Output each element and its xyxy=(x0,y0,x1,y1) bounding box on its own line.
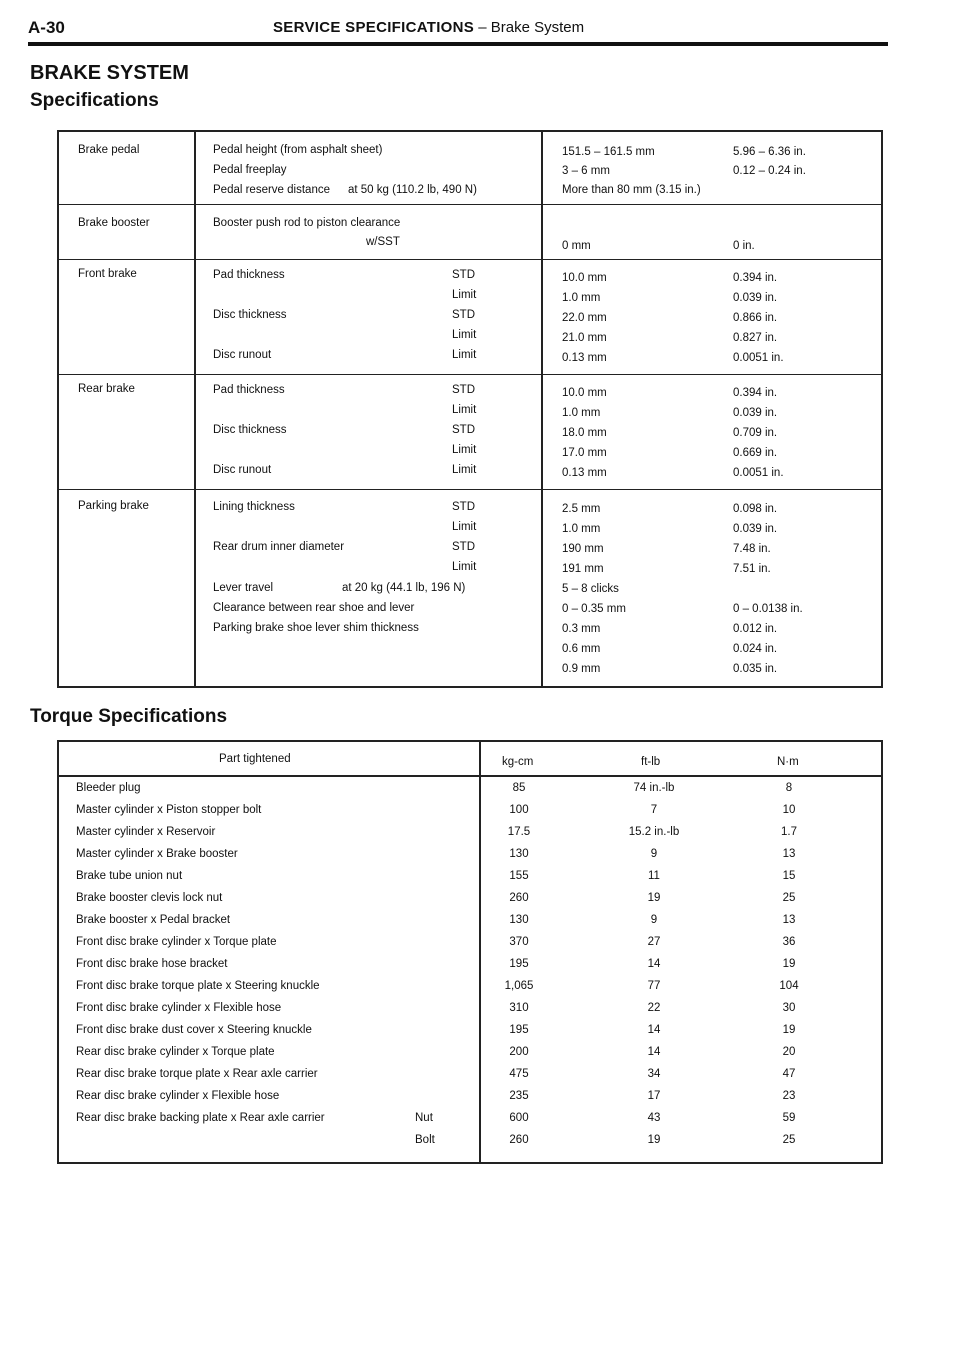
spec-imperial: 0 – 0.0138 in. xyxy=(733,603,803,615)
spec-imperial: 0.024 in. xyxy=(733,643,778,655)
spec-imperial: 0.098 in. xyxy=(733,503,778,515)
torque-ftlb: 11 xyxy=(648,870,660,882)
torque-ftlb: 19 xyxy=(647,1134,661,1146)
torque-part: Front disc brake torque plate x Steering knuckle xyxy=(76,980,320,992)
torque-nm: 30 xyxy=(782,1002,796,1014)
spec-metric: 191 mm xyxy=(562,563,604,575)
torque-nm: 104 xyxy=(779,980,799,992)
spec-condition: STD xyxy=(452,541,475,553)
torque-nm: 59 xyxy=(782,1112,796,1124)
spec-metric: 0.13 mm xyxy=(562,352,607,364)
torque-nm: 13 xyxy=(782,848,796,860)
torque-kgcm: 17.5 xyxy=(507,826,531,838)
torque-kgcm: 1,065 xyxy=(504,980,534,992)
spec-row-front-brake xyxy=(59,259,881,374)
spec-label: Pedal reserve distance xyxy=(213,184,330,196)
torque-part: Bleeder plug xyxy=(76,782,141,794)
spec-imperial: 0.669 in. xyxy=(733,447,778,459)
spec-condition: Limit xyxy=(452,404,477,416)
spec-label: Pad thickness xyxy=(213,384,285,396)
spec-label: Disc thickness xyxy=(213,424,287,436)
torque-part: Master cylinder x Brake booster xyxy=(76,848,238,860)
spec-condition: Limit xyxy=(452,289,477,301)
page-number: A-30 xyxy=(28,18,65,37)
spec-imperial: 0.0051 in. xyxy=(733,352,784,364)
torque-ftlb: 14 xyxy=(647,1046,661,1058)
spec-imperial: 0.039 in. xyxy=(733,292,778,304)
spec-imperial: 0.039 in. xyxy=(733,523,778,535)
spec-row-brake-pedal xyxy=(59,132,881,204)
spec-imperial: 0.035 in. xyxy=(733,663,778,675)
torque-ftlb: 74 in.-lb xyxy=(633,782,675,794)
spec-label: Lining thickness xyxy=(213,501,295,513)
section-label: Parking brake xyxy=(78,500,149,512)
spec-label: Disc runout xyxy=(213,464,272,476)
spec-metric: 21.0 mm xyxy=(562,332,607,344)
spec-imperial: 0.039 in. xyxy=(733,407,778,419)
torque-kgcm: 155 xyxy=(509,870,529,882)
torque-nm: 25 xyxy=(782,892,796,904)
torque-kgcm: 370 xyxy=(509,936,529,948)
spec-condition: Limit xyxy=(452,349,477,361)
torque-nm: 1.7 xyxy=(781,826,797,838)
spec-condition: STD xyxy=(452,269,475,281)
torque-ftlb: 27 xyxy=(647,936,661,948)
torque-note: Bolt xyxy=(415,1134,435,1146)
torque-part: Front disc brake cylinder x Flexible hose xyxy=(76,1002,282,1014)
specifications-table xyxy=(57,130,883,688)
spec-metric: 0.3 mm xyxy=(562,623,601,635)
spec-label: Pedal freeplay xyxy=(213,164,287,176)
torque-kgcm: 130 xyxy=(509,848,529,860)
spec-condition: w/SST xyxy=(366,236,400,248)
spec-metric: 0.6 mm xyxy=(562,643,601,655)
torque-nm: 13 xyxy=(782,914,796,926)
spec-imperial: 0.709 in. xyxy=(733,427,778,439)
torque-nm: 47 xyxy=(782,1068,796,1080)
torque-part: Rear disc brake backing plate x Rear axle carrier xyxy=(76,1112,325,1124)
spec-metric: 0.9 mm xyxy=(562,663,601,675)
running-title xyxy=(273,19,584,36)
torque-ftlb: 9 xyxy=(650,914,658,926)
torque-note: Nut xyxy=(415,1112,433,1124)
spec-condition: STD xyxy=(452,384,475,396)
spec-label: Lever travel xyxy=(213,582,274,594)
spec-label: Parking brake shoe lever shim thickness xyxy=(213,622,419,634)
torque-header-part: Part tightened xyxy=(219,753,291,765)
page-header xyxy=(28,18,888,42)
torque-part: Front disc brake cylinder x Torque plate xyxy=(76,936,277,948)
spec-metric: More than 80 mm (3.15 in.) xyxy=(562,184,701,196)
spec-label: Pad thickness xyxy=(213,269,285,281)
torque-nm: 36 xyxy=(782,936,796,948)
spec-label: Pedal height (from asphalt sheet) xyxy=(213,144,383,156)
torque-nm: 19 xyxy=(782,1024,796,1036)
torque-ftlb: 15.2 in.-lb xyxy=(628,826,680,838)
spec-condition: at 50 kg (110.2 lb, 490 N) xyxy=(348,184,477,196)
spec-metric: 10.0 mm xyxy=(562,387,607,399)
torque-part: Brake tube union nut xyxy=(76,870,183,882)
spec-imperial: 7.48 in. xyxy=(733,543,771,555)
spec-imperial: 0.012 in. xyxy=(733,623,778,635)
spec-imperial: 0.866 in. xyxy=(733,312,778,324)
spec-label: Disc runout xyxy=(213,349,272,361)
section-heading: BRAKE SYSTEM xyxy=(30,62,189,84)
spec-imperial: 0.394 in. xyxy=(733,387,778,399)
spec-condition: STD xyxy=(452,424,475,436)
section-label: Brake pedal xyxy=(78,144,140,156)
torque-nm: 20 xyxy=(782,1046,796,1058)
torque-kgcm: 260 xyxy=(509,1134,529,1146)
header-rule xyxy=(28,42,888,46)
torque-table xyxy=(57,740,883,1164)
torque-kgcm: 195 xyxy=(509,1024,529,1036)
torque-header-ftlb: ft-lb xyxy=(641,756,661,768)
torque-part: Brake booster clevis lock nut xyxy=(76,892,223,904)
spec-label: Disc thickness xyxy=(213,309,287,321)
spec-metric: 1.0 mm xyxy=(562,407,601,419)
spec-metric: 151.5 – 161.5 mm xyxy=(562,146,655,158)
torque-part: Rear disc brake cylinder x Torque plate xyxy=(76,1046,275,1058)
spec-condition: Limit xyxy=(452,444,477,456)
torque-ftlb: 43 xyxy=(647,1112,661,1124)
torque-part: Front disc brake hose bracket xyxy=(76,958,228,970)
torque-part: Master cylinder x Piston stopper bolt xyxy=(76,804,262,816)
torque-kgcm: 260 xyxy=(509,892,529,904)
torque-part: Brake booster x Pedal bracket xyxy=(76,914,231,926)
spec-imperial: 0.827 in. xyxy=(733,332,778,344)
torque-kgcm: 235 xyxy=(509,1090,529,1102)
section-label: Rear brake xyxy=(78,383,135,395)
spec-metric: 0.13 mm xyxy=(562,467,607,479)
torque-part: Rear disc brake torque plate x Rear axle carrier xyxy=(76,1068,318,1080)
spec-metric: 5 – 8 clicks xyxy=(562,583,619,595)
torque-ftlb: 22 xyxy=(647,1002,661,1014)
torque-part: Rear disc brake cylinder x Flexible hose xyxy=(76,1090,280,1102)
torque-nm: 15 xyxy=(782,870,796,882)
spec-imperial: 0.394 in. xyxy=(733,272,778,284)
torque-nm: 8 xyxy=(785,782,793,794)
torque-ftlb: 17 xyxy=(647,1090,661,1102)
torque-nm: 23 xyxy=(782,1090,796,1102)
torque-ftlb: 14 xyxy=(647,958,661,970)
spec-imperial: 0 in. xyxy=(733,240,755,252)
torque-header-nm: N·m xyxy=(777,756,799,768)
torque-kgcm: 195 xyxy=(509,958,529,970)
spec-imperial: 7.51 in. xyxy=(733,563,771,575)
section-label: Front brake xyxy=(78,268,137,280)
torque-nm: 10 xyxy=(782,804,796,816)
torque-part: Front disc brake dust cover x Steering knuckle xyxy=(76,1024,312,1036)
spec-condition: Limit xyxy=(452,464,477,476)
spec-metric: 2.5 mm xyxy=(562,503,601,515)
spec-imperial: 0.0051 in. xyxy=(733,467,784,479)
torque-ftlb: 77 xyxy=(647,980,661,992)
spec-imperial: 0.12 – 0.24 in. xyxy=(733,165,806,177)
spec-condition: at 20 kg (44.1 lb, 196 N) xyxy=(342,582,466,594)
spec-metric: 18.0 mm xyxy=(562,427,607,439)
spec-condition: STD xyxy=(452,501,475,513)
section-label: Brake booster xyxy=(78,217,150,229)
spec-metric: 22.0 mm xyxy=(562,312,607,324)
spec-metric: 3 – 6 mm xyxy=(562,165,610,177)
torque-kgcm: 200 xyxy=(509,1046,529,1058)
spec-imperial: 5.96 – 6.36 in. xyxy=(733,146,806,158)
torque-kgcm: 475 xyxy=(509,1068,529,1080)
torque-header-kgcm: kg-cm xyxy=(502,756,534,768)
torque-ftlb: 7 xyxy=(650,804,658,816)
spec-condition: Limit xyxy=(452,521,477,533)
torque-ftlb: 19 xyxy=(647,892,661,904)
spec-condition: Limit xyxy=(452,329,477,341)
torque-nm: 25 xyxy=(782,1134,796,1146)
spec-metric: 10.0 mm xyxy=(562,272,607,284)
spec-metric: 1.0 mm xyxy=(562,292,601,304)
torque-nm: 19 xyxy=(782,958,796,970)
torque-heading: Torque Specifications xyxy=(30,706,228,727)
torque-kgcm: 600 xyxy=(509,1112,529,1124)
torque-kgcm: 100 xyxy=(509,804,529,816)
spec-metric: 190 mm xyxy=(562,543,604,555)
torque-ftlb: 14 xyxy=(647,1024,661,1036)
spec-metric: 0 mm xyxy=(562,240,591,252)
spec-label: Rear drum inner diameter xyxy=(213,541,345,553)
running-title-bold: SERVICE SPECIFICATIONS xyxy=(273,19,475,36)
torque-kgcm: 85 xyxy=(512,782,526,794)
spec-condition: Limit xyxy=(452,561,477,573)
torque-part: Master cylinder x Reservoir xyxy=(76,826,216,838)
specifications-heading: Specifications xyxy=(30,90,159,111)
torque-header-rule xyxy=(59,775,881,777)
torque-ftlb: 34 xyxy=(647,1068,661,1080)
spec-metric: 17.0 mm xyxy=(562,447,607,459)
torque-kgcm: 130 xyxy=(509,914,529,926)
spec-label: Clearance between rear shoe and lever xyxy=(213,602,415,614)
spec-metric: 0 – 0.35 mm xyxy=(562,603,626,615)
spec-condition: STD xyxy=(452,309,475,321)
spec-label: Booster push rod to piston clearance xyxy=(213,217,401,229)
spec-row-brake-booster xyxy=(59,204,881,259)
torque-divider xyxy=(479,742,481,1162)
torque-ftlb: 9 xyxy=(650,848,658,860)
running-title-rest: – Brake System xyxy=(474,19,585,36)
spec-metric: 1.0 mm xyxy=(562,523,601,535)
torque-kgcm: 310 xyxy=(509,1002,529,1014)
spec-row-parking-brake xyxy=(59,489,881,688)
spec-row-rear-brake xyxy=(59,374,881,489)
